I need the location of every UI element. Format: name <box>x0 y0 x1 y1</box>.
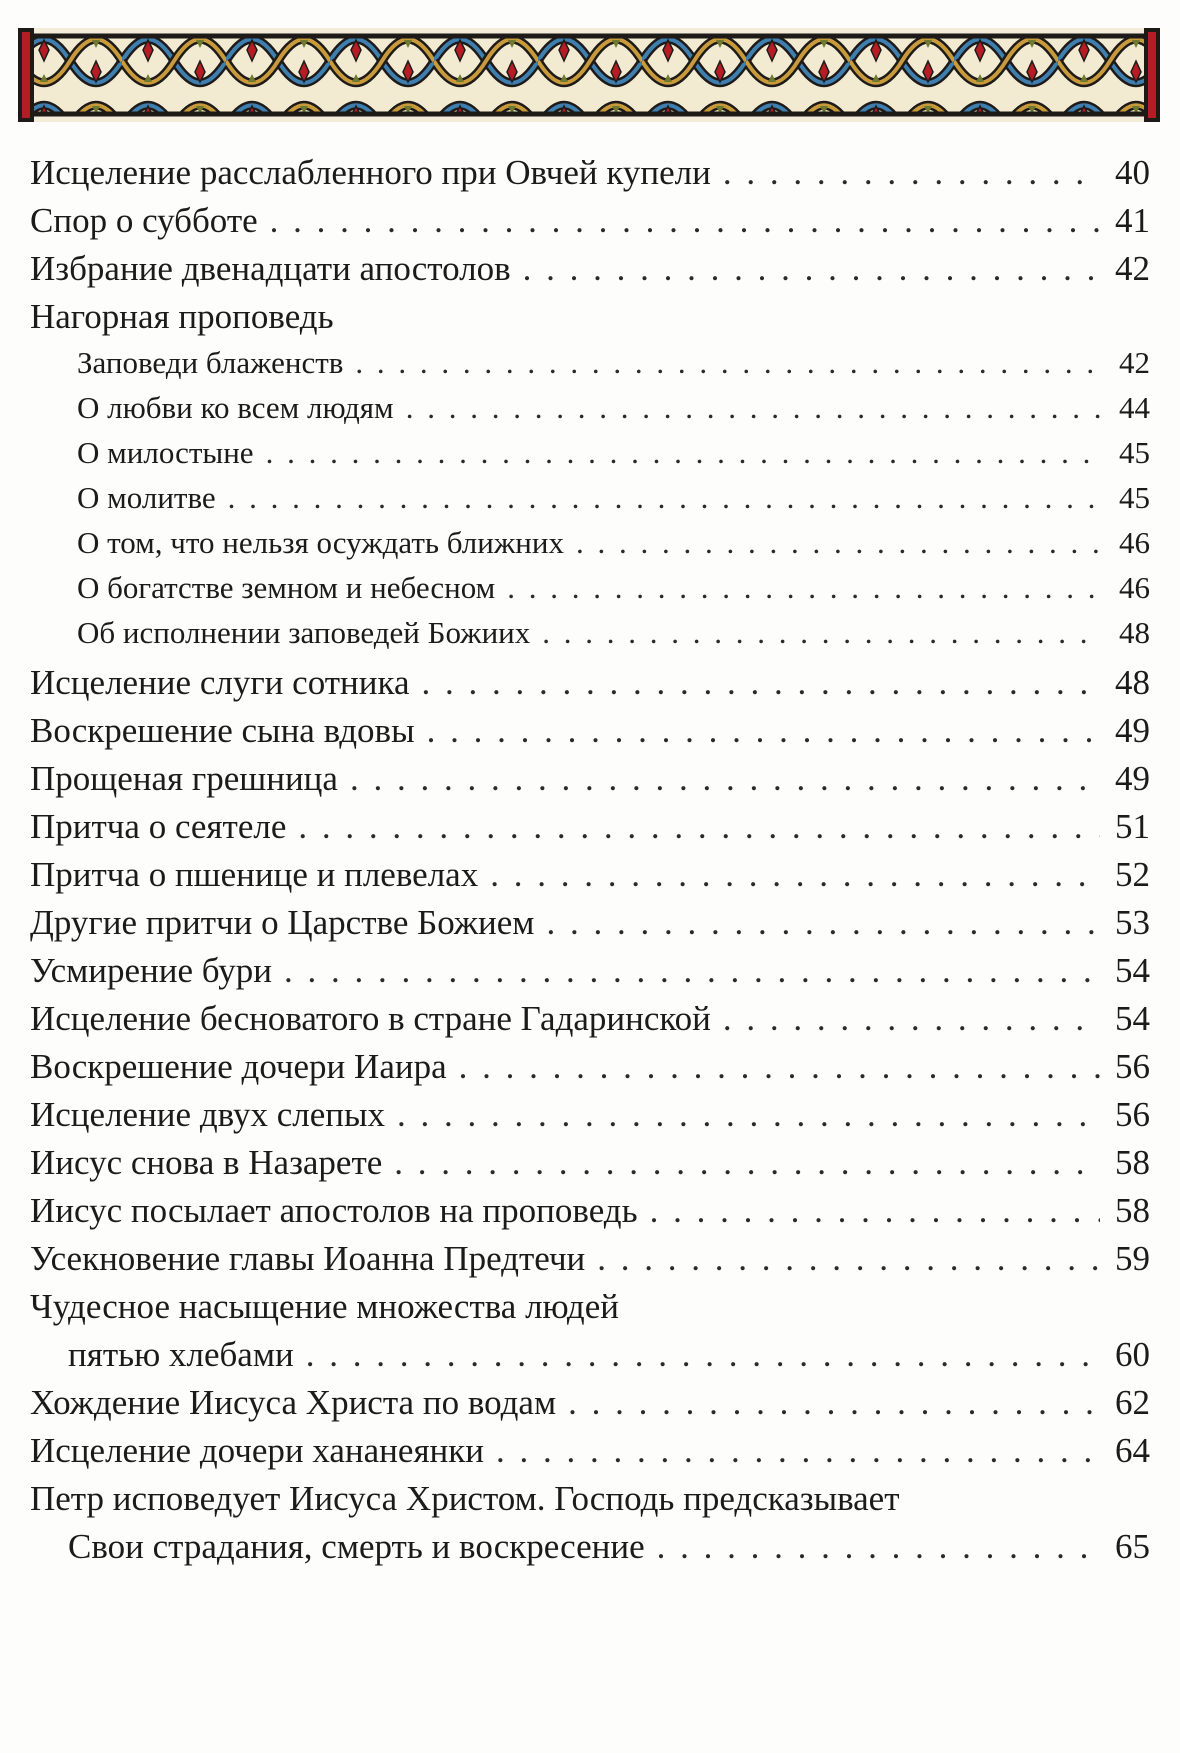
toc-entry-page: 41 <box>1115 201 1150 240</box>
toc-entry-title: Воскрешение сына вдовы <box>30 711 415 750</box>
toc-entry-title: Заповеди блаженств <box>77 345 344 380</box>
toc-entry-title: Исцеление бесноватого в стране Гадаринской <box>30 999 711 1038</box>
dot-leader <box>459 1047 1100 1087</box>
dot-leader <box>266 435 1100 471</box>
toc-entry-page: 54 <box>1115 999 1150 1038</box>
toc-entry-title: Нагорная проповедь <box>30 297 334 336</box>
toc-entry[interactable] <box>30 1431 1150 1471</box>
toc-entry-title: Спор о субботе <box>30 201 258 240</box>
dot-leader <box>507 570 1100 606</box>
toc-entry-title: Избрание двенадцати апостолов <box>30 249 511 288</box>
toc-entry-title: Исцеление расслабленного при Овчей купели <box>30 153 711 192</box>
toc-entry-title: Исцеление двух слепых <box>30 1095 385 1134</box>
toc-entry-first-line[interactable] <box>30 1479 1150 1519</box>
toc-entry-page: 64 <box>1115 1431 1150 1470</box>
toc-entry-page: 42 <box>1119 345 1150 380</box>
dot-leader <box>355 345 1100 381</box>
toc-section-heading <box>30 297 1150 337</box>
dot-leader <box>298 807 1100 847</box>
toc-entry-page: 46 <box>1119 570 1150 605</box>
toc-entry[interactable] <box>30 855 1150 895</box>
toc-entry[interactable] <box>30 201 1150 241</box>
toc-entry-page: 45 <box>1119 480 1150 515</box>
toc-entry-title: Притча о сеятеле <box>30 807 287 846</box>
dot-leader <box>394 1143 1100 1183</box>
toc-entry[interactable] <box>30 999 1150 1039</box>
toc-entry-page: 48 <box>1119 615 1150 650</box>
toc-subentry[interactable] <box>30 525 1150 561</box>
toc-entry-page: 58 <box>1115 1191 1150 1230</box>
toc-entry[interactable] <box>30 951 1150 991</box>
toc-entry-page: 56 <box>1115 1095 1150 1134</box>
toc-entry-title: О богатстве земном и небесном <box>77 570 496 605</box>
toc-entry-title: О том, что нельзя осуждать ближних <box>77 525 564 560</box>
dot-leader <box>284 951 1100 991</box>
toc-entry-title: Хождение Иисуса Христа по водам <box>30 1383 557 1422</box>
toc-entry-title: Иисус посылает апостолов на проповедь <box>30 1191 638 1230</box>
toc-entry[interactable] <box>30 1239 1150 1279</box>
toc-entry-title: Свои страдания, смерть и воскресение <box>68 1527 645 1566</box>
toc-entry[interactable] <box>30 759 1150 799</box>
toc-entry[interactable] <box>30 1191 1150 1231</box>
toc-entry[interactable] <box>30 1143 1150 1183</box>
toc-entry-page: 48 <box>1115 663 1150 702</box>
toc-entry-page: 54 <box>1115 951 1150 990</box>
toc-entry[interactable] <box>30 807 1150 847</box>
toc-entry-continuation[interactable] <box>30 1335 1150 1375</box>
toc-entry[interactable] <box>30 1383 1150 1423</box>
toc-entry-page: 40 <box>1115 153 1150 192</box>
dot-leader <box>597 1239 1100 1279</box>
dot-leader <box>490 855 1100 895</box>
toc-entry-title: Воскрешение дочери Иаира <box>30 1047 447 1086</box>
toc-entry-first-line[interactable] <box>30 1287 1150 1327</box>
dot-leader <box>496 1431 1100 1471</box>
dot-leader <box>723 153 1100 193</box>
toc-entry[interactable] <box>30 249 1150 289</box>
toc-entry-page: 58 <box>1115 1143 1150 1182</box>
toc-entry-continuation[interactable] <box>30 1527 1150 1567</box>
toc-entry-page: 49 <box>1115 711 1150 750</box>
toc-entry-page: 65 <box>1115 1527 1150 1566</box>
toc-entry-title: Исцеление дочери хананеянки <box>30 1431 485 1470</box>
toc-entry-title: Иисус снова в Назарете <box>30 1143 383 1182</box>
toc-entry[interactable] <box>30 663 1150 703</box>
dot-leader <box>650 1191 1100 1231</box>
toc-entry-title: Усмирение бури <box>30 951 272 990</box>
toc-subentry[interactable] <box>30 570 1150 606</box>
toc-entry-page: 60 <box>1115 1335 1150 1374</box>
dot-leader <box>546 903 1100 943</box>
toc-subentry[interactable] <box>30 480 1150 516</box>
dot-leader <box>306 1335 1100 1375</box>
toc-entry[interactable] <box>30 153 1150 193</box>
toc-entry-title: Об исполнении заповедей Божиих <box>77 615 531 650</box>
toc-entry-title: пятью хлебами <box>68 1335 294 1374</box>
dot-leader <box>350 759 1100 799</box>
toc-entry-title: Другие притчи о Царстве Божием <box>30 903 535 942</box>
dot-leader <box>723 999 1100 1039</box>
dot-leader <box>576 525 1100 561</box>
toc-entry-page: 46 <box>1119 525 1150 560</box>
toc-entry-page: 51 <box>1115 807 1150 846</box>
toc-entry-page: 53 <box>1115 903 1150 942</box>
dot-leader <box>422 663 1101 703</box>
dot-leader <box>657 1527 1100 1567</box>
toc-entry[interactable] <box>30 903 1150 943</box>
toc-entry-page: 45 <box>1119 435 1150 470</box>
toc-entry-page: 56 <box>1115 1047 1150 1086</box>
dot-leader <box>568 1383 1100 1423</box>
toc-entry-page: 52 <box>1115 855 1150 894</box>
toc-entry-title: Усекновение главы Иоанна Предтечи <box>30 1239 586 1278</box>
dot-leader <box>427 711 1100 751</box>
toc-subentry[interactable] <box>30 345 1150 381</box>
toc-entry-title: Петр исповедует Иисуса Христом. Господь предсказывает <box>30 1479 900 1518</box>
toc-subentry[interactable] <box>30 390 1150 426</box>
dot-leader <box>406 390 1100 426</box>
dot-leader <box>228 480 1100 516</box>
toc-entry[interactable] <box>30 1095 1150 1135</box>
toc-entry-title: О милостыне <box>77 435 254 470</box>
dot-leader <box>542 615 1100 651</box>
toc-entry-title: Чудесное насыщение множества людей <box>30 1287 620 1326</box>
toc-entry-title: О молитве <box>77 480 216 515</box>
toc-entry-title: Прощеная грешница <box>30 759 338 798</box>
toc-entry-page: 42 <box>1115 249 1150 288</box>
toc-entry-page: 49 <box>1115 759 1150 798</box>
toc-entry-title: Исцеление слуги сотника <box>30 663 410 702</box>
toc-entry-page: 59 <box>1115 1239 1150 1278</box>
toc-entry-page: 44 <box>1119 390 1150 425</box>
toc-entry-page: 62 <box>1115 1383 1150 1422</box>
celtic-knot-border-ornament-icon <box>18 28 1160 122</box>
toc-entry[interactable] <box>30 1047 1150 1087</box>
toc-subentry[interactable] <box>30 615 1150 651</box>
toc-entry-title: О любви ко всем людям <box>77 390 394 425</box>
toc-entry[interactable] <box>30 711 1150 751</box>
dot-leader <box>397 1095 1100 1135</box>
toc-subentry[interactable] <box>30 435 1150 471</box>
toc-entry-title: Притча о пшенице и плевелах <box>30 855 479 894</box>
dot-leader <box>523 249 1100 289</box>
dot-leader <box>270 201 1100 241</box>
